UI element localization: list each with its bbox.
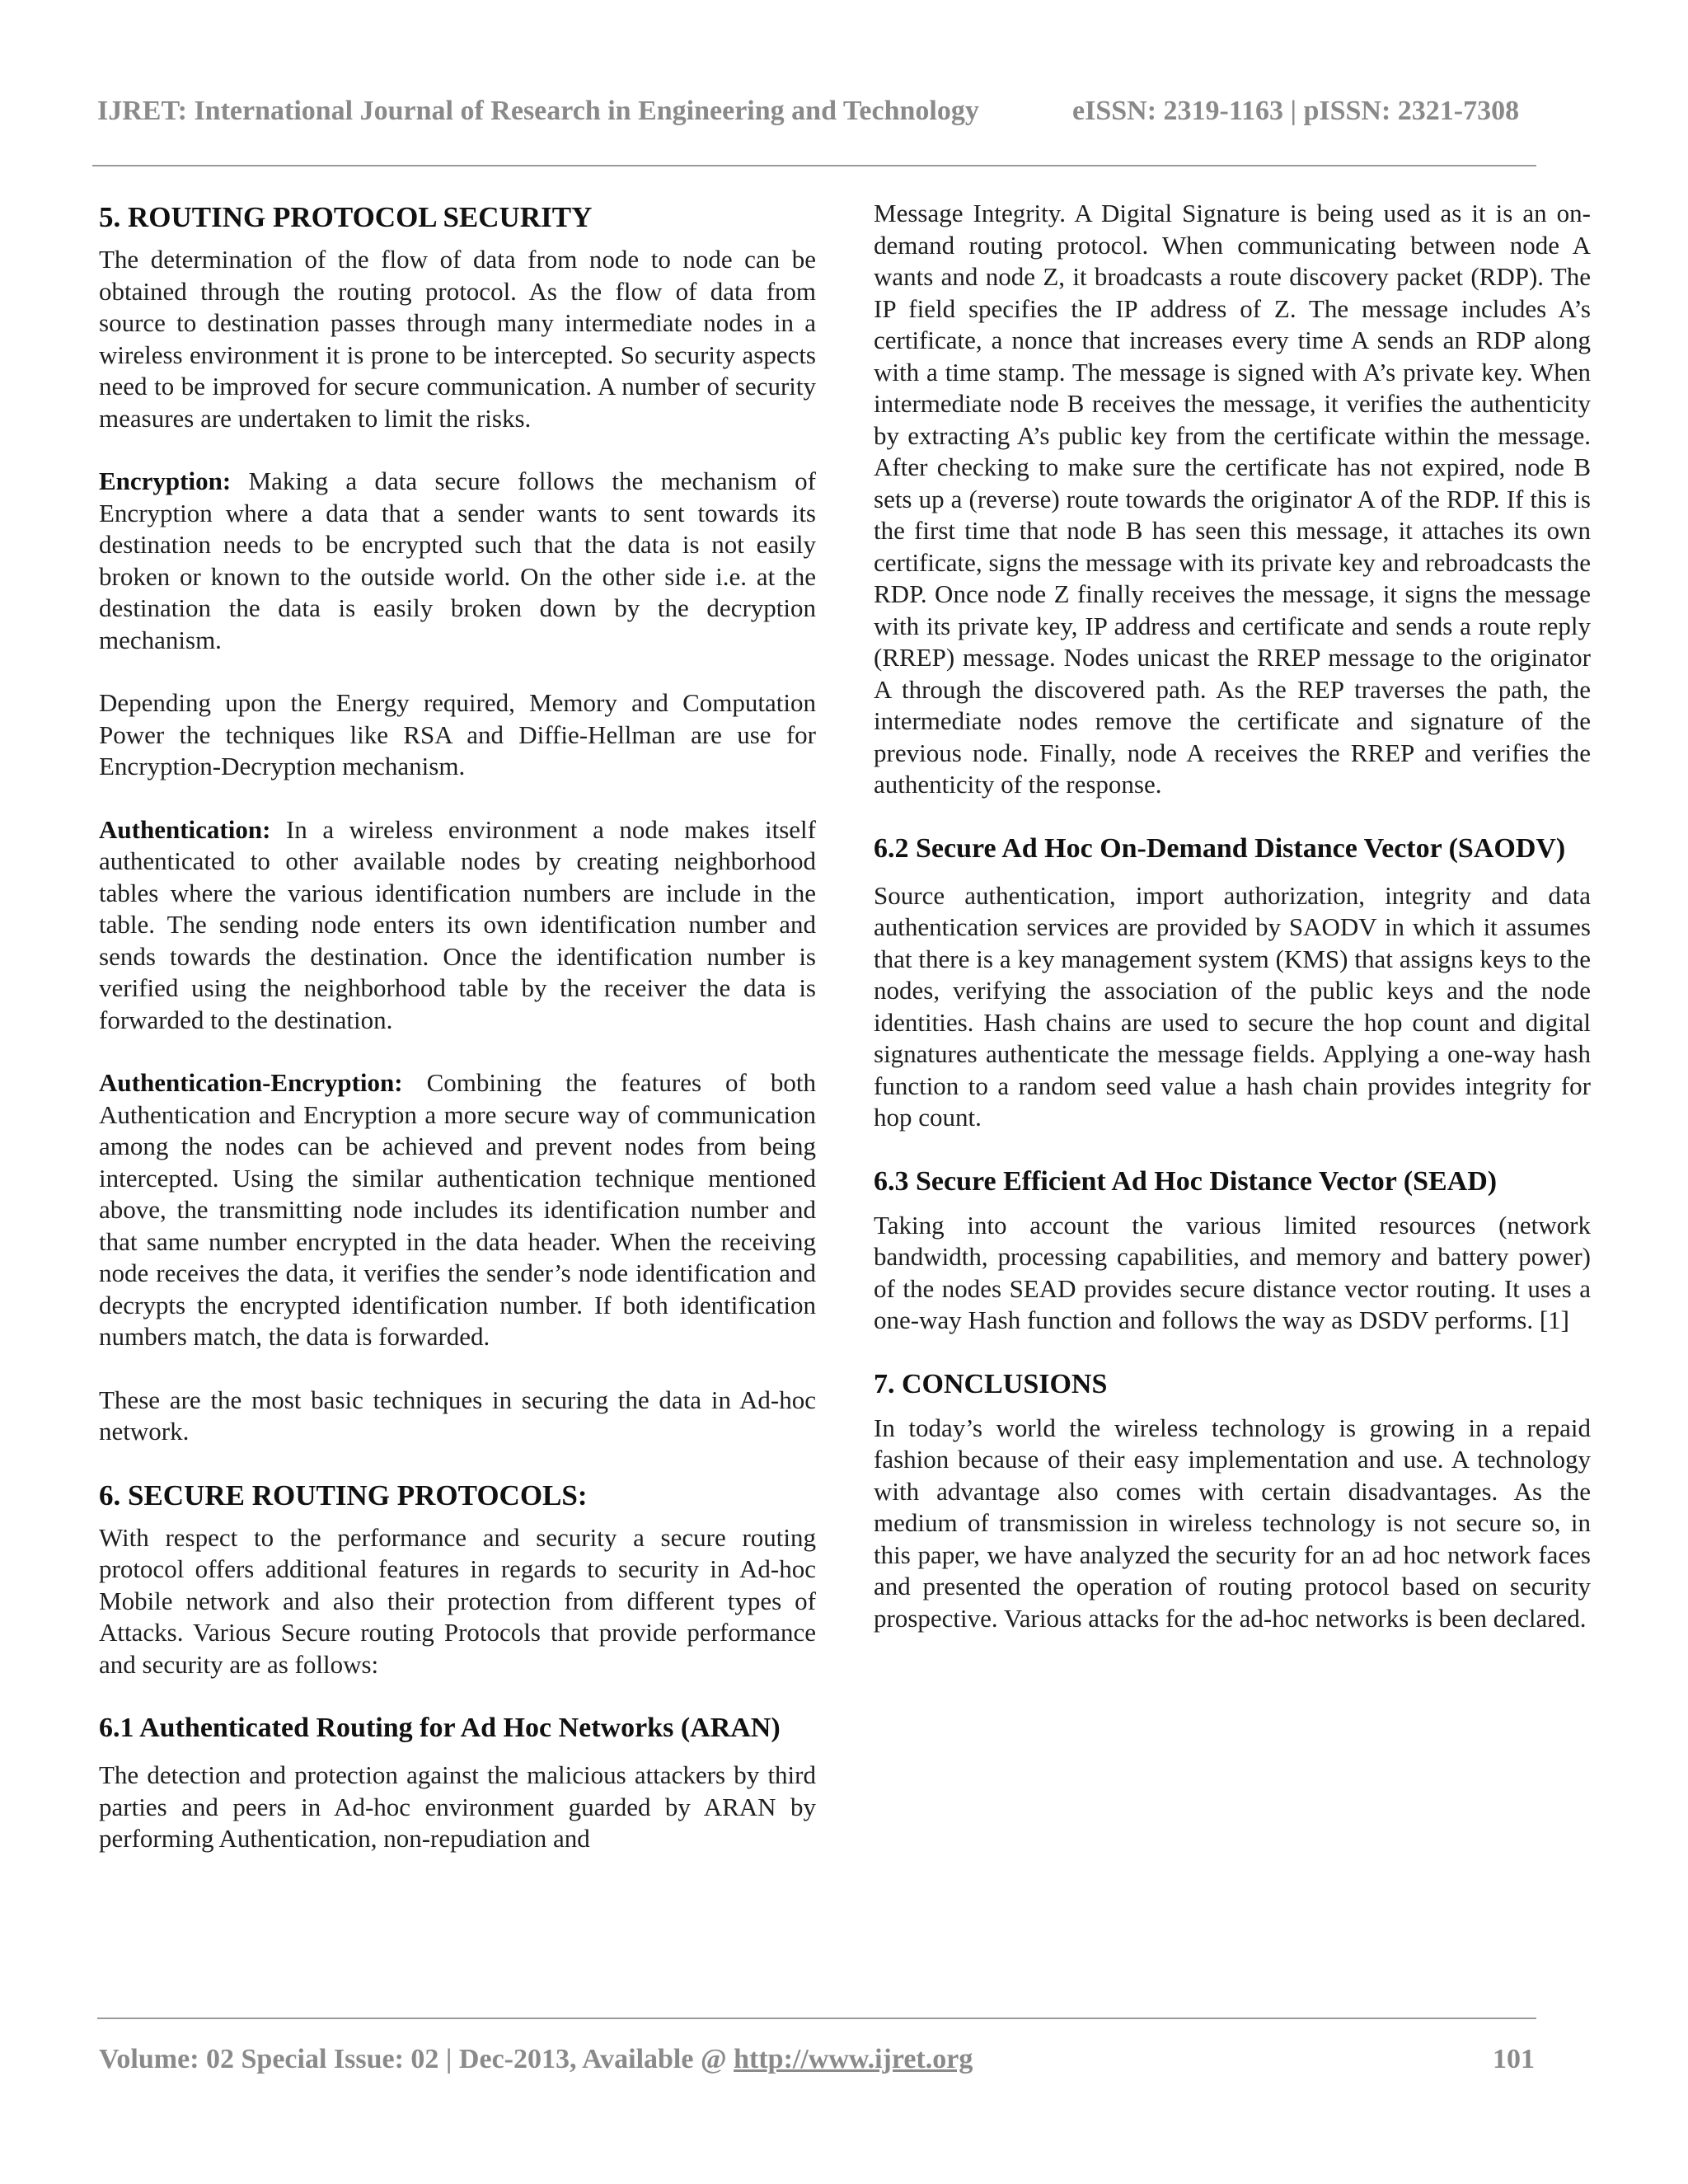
section-6-title: 6. SECURE ROUTING PROTOCOLS: — [99, 1479, 588, 1511]
section-5-title: 5. ROUTING PROTOCOL SECURITY — [99, 201, 593, 233]
section-7-paragraph: In today’s world the wireless technology is growing in a repaid fashion because of their easy implementation and use. A technology with advantage also comes with certain disadvantages. As the medium of transmission in wireless technology is not secure so, in this paper, we have analyzed the security for an ad hoc network faces and presented the operation of routing protocol based on security prospective. Various attacks for the ad-hoc networks is been declared. — [874, 1413, 1591, 1633]
section-5-paragraph: The determination of the flow of data from node to node can be obtained through the routing protocol. As the flow of data from source to destination passes through many intermediate nodes in a wireless environment it is prone to be intercepted. So security aspects need to be improved for secure communication. A number of security measures are undertaken to limit the risks. — [99, 245, 816, 433]
volume-info — [99, 2044, 973, 2075]
authentication-paragraph — [99, 814, 816, 1037]
section-6-2-title: 6.2 Secure Ad Hoc On-Demand Distance Vector (SAODV) — [874, 832, 1566, 864]
left-column — [99, 198, 816, 1855]
encryption-label: Encryption: — [99, 466, 232, 495]
footer-rule — [97, 2018, 1536, 2019]
authentication-label: Authentication: — [99, 814, 271, 844]
section-6-1-continued: Message Integrity. A Digital Signature is being used as it is an on-demand routing protocol. When communicating between node A wants and node Z, it broadcasts a route discovery packet (RDP). The IP field specifies the IP address of Z. The message includes A’s certificate, a nonce that increases every time A sends an RDP along with a time stamp. The message is signed with A’s private key. When intermediate node B receives the message, it verifies the authenticity by extracting A’s public key from the certificate within the message. After checking to make sure the certificate has not expired, node B sets up a (reverse) route towards the originator A of the RDP. If this is the first time that node B has seen this message, it attaches its own certificate, signs the message with its private key and rebroadcasts the RDP. Once node Z finally receives the message, it signs the message with its private key, IP address and certificate and sends a route reply (RREP) message. Nodes unicast the RREP message to the originator A through the discovered path. As the REP traverses the path, the intermediate nodes remove the certificate and signature of the previous node. Finally, node A receives the RREP and verifies the authenticity of the response. — [874, 199, 1591, 799]
issn-numbers: eISSN: 2319-1163 | pISSN: 2321-7308 — [1072, 96, 1520, 126]
section-6-3-paragraph: Taking into account the various limited resources (network bandwidth, processing capabilities, and memory and battery power) of the nodes SEAD provides secure distance vector routing. It uses a one-way Hash function and follows the way as DSDV performs. [1] — [874, 1210, 1591, 1334]
header-rule — [92, 165, 1536, 166]
journal-link[interactable]: http://www.ijret.org — [734, 2044, 973, 2074]
section-6-1-title: 6.1 Authenticated Routing for Ad Hoc Networks (ARAN) — [99, 1713, 781, 1743]
section-6-1-paragraph: The detection and protection against the malicious attackers by third parties and peers in Ad-hoc environment guarded by ARAN by performing Authentication, non-repudiation and — [99, 1760, 816, 1853]
page-number: 101 — [1493, 2044, 1535, 2074]
section-6-3-title: 6.3 Secure Efficient Ad Hoc Distance Vector (SEAD) — [874, 1165, 1498, 1197]
section-6-2-paragraph: Source authentication, import authorization, integrity and data authentication services are provided by SAODV in which it assumes that there is a key management system (KMS) that assigns keys to the nodes, verifying the association of the public keys and the node identities. Hash chains are used to secure the hop count and digital signatures authenticate the message fields. Applying a one-way hash function to a random seed value a hash chain provides integrity for hop count. — [874, 880, 1591, 1132]
energy-paragraph: Depending upon the Energy required, Memory and Computation Power the techniques like RSA and Diffie-Hellman are use for Encryption-Decryption mechanism. — [99, 688, 816, 780]
section-6-paragraph: With respect to the performance and security a secure routing protocol offers additional features in regards to security in Ad-hoc Mobile network and also their protection from different types of Attacks. Various Secure routing Protocols that provide performance and security are as follows: — [99, 1522, 816, 1679]
running-header — [97, 96, 1531, 137]
encryption-paragraph — [99, 466, 816, 656]
basic-techniques-paragraph: These are the most basic techniques in securing the data in Ad-hoc network. — [99, 1385, 816, 1446]
section-7-title: 7. CONCLUSIONS — [874, 1368, 1108, 1399]
right-column — [874, 198, 1591, 1634]
auth-encryption-label: Authentication-Encryption: — [99, 1068, 403, 1097]
journal-name: IJRET: International Journal of Research in Engineering and Technology — [97, 96, 979, 126]
authentication-text: In a wireless environment a node makes itself authenticated to other available nodes by creating neighborhood tables where the various identification numbers are include in the table. The sending node enters its own identification number and sends towards the destination. Once the identification number is verified using the neighborhood table by the receiver the data is forwarded to the destination. — [99, 814, 816, 1034]
running-footer — [99, 2044, 1535, 2085]
encryption-text: Making a data secure follows the mechanism of Encryption where a data that a sender wants to sent towards its destination needs to be encrypted such that the data is not easily broken or known to the outside world. On the other side i.e. at the destination the data is easily broken down by the decryption mechanism. — [99, 466, 816, 654]
volume-text: Volume: 02 Special Issue: 02 | Dec-2013, Available @ — [99, 2044, 734, 2074]
auth-encryption-text: Combining the features of both Authentication and Encryption a more secure way of communication among the nodes can be achieved and prevent nodes from being intercepted. Using the similar authentication technique mentioned above, the transmitting node includes its identification number and that same number encrypted in the data header. When the receiving node receives the data, it verifies the sender’s node identification and decrypts the encrypted identification number. If both identification numbers match, the data is forwarded. — [99, 1068, 816, 1351]
auth-encryption-paragraph — [99, 1067, 816, 1353]
